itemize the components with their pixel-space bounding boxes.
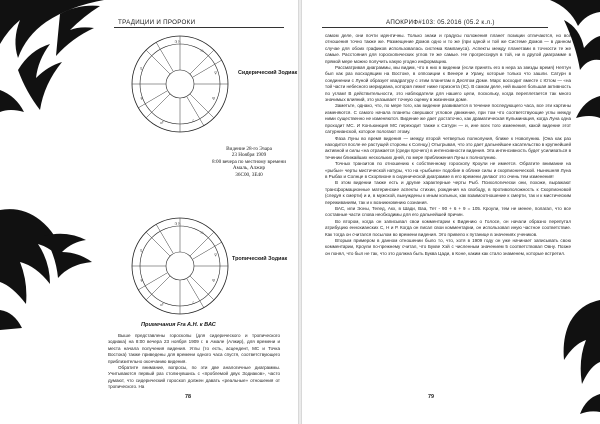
paragraph: Обратите внимание, вопросы, по эти две аналогичные диаграммы. Учитываются первый раз столкнувшись с «проблемой двух Зодиаков», часто думают, что сидерический гороскоп должен давать «реальные» отношения от тропического. На <box>108 365 280 390</box>
paragraph: Во втором, когда он записывал свои комментарии к Видению о Голосе, он начали образно перепутал атрибуцию еннохианских С, Н и Р. Когда он писал свои комментарии, он использовал иную частное соответствие. Как тогда он считался посылом во времени видения. Это привело к путанице в значениях учеников. <box>325 218 571 237</box>
svg-text:♃♄: ♃♄ <box>174 39 182 44</box>
svg-text:♀: ♀ <box>214 252 217 257</box>
svg-text:☉: ☉ <box>200 230 204 235</box>
left-body-text <box>108 333 280 391</box>
svg-text:☉: ☉ <box>200 48 204 53</box>
svg-text:♆: ♆ <box>140 278 144 283</box>
svg-text:♃♄: ♃♄ <box>174 221 182 226</box>
tropical-chart-title: Тропический Зодиак <box>232 256 288 262</box>
paragraph: самом деле, они почти идентичны. Только знаки и градусы положения планет позиции отличаются, но все отношения точно также же. Размещение Домов одно и то же (при одной и той же Системе Домов — в данном случае для обоих графиков использовалась система Кампануса). Аспекты между планетами в точности те же самые. Расстояния для гороскопических углов те же самые. Не прогрессируя в той, ни в другой диаграмме в прямой мере можно получить какую угодно информацию. <box>325 33 571 64</box>
page-number-left: 78 <box>185 394 191 400</box>
tropical-chart <box>130 216 230 316</box>
sidereal-chart-title: Сидерический Зодиак <box>238 70 298 76</box>
svg-text:☿: ☿ <box>140 66 143 71</box>
chart-note-line: Амаль, Алжир <box>232 165 266 172</box>
paragraph: Выше представлены гороскопы (для сидерического и тропического зодиака) на 8:00 вечера 23 ноября 1909 г. в Амале (Алжир), для времени и места начала получения видения. Углы (то есть, асцендент, МС и Точка Востока) также приведены для времени одного часа спустя, соответствующего приблизительно окончанию видения. <box>108 333 280 364</box>
svg-text:♀: ♀ <box>214 70 217 75</box>
running-header-right: АПОКРИФ#103: 05.2016 (05.2 к.л.) <box>386 19 495 26</box>
svg-text:♂: ♂ <box>160 302 164 307</box>
tribal-ornament-left-icon <box>0 0 112 330</box>
chart-note-line: 8:00 вечера по местному времени <box>211 158 287 165</box>
right-page <box>300 0 600 424</box>
sidereal-chart <box>130 34 230 134</box>
paragraph: В этом видении также есть и другие характерные черты Рыб. Психологически они, похоже, выражают трансформационные материнские аспекты стихии, рождения на свободу, в противоположность к Скорпионовой (следуя к смерти) и и, в мужской, вынуждены к иным кольных, как взаимоотношение к смерти, так и к мистическим переживаниям, так и к возникновению сознания. <box>325 180 571 205</box>
paragraph: Точных транзитов по отношению к собственному гороскопу Кроули не имеется. Обратите внимание на «рыбьи» черты мистической натуры, что на «рыбьем» подобие в облике силы и скорпионической. Нынешняя Луна в Рыбах и Солнце в Скорпионе в сиденической диаграмме в его времени делают это очень тем изменения! <box>325 161 571 179</box>
book-gutter <box>298 0 302 424</box>
paragraph: Фаза Луны во время видения — между второй четвертью полнолуния, ближе к Новолунию. (Она как раз находится после ее растущей стороны к Солнцу.) Отыгрывая, что это дает дальнейшее касательство в крупнейшей активной и силы «на отражается (среди прочего) в интенсивности видения. Эта интенсивность будет усиливаться в течении ближайших нескольких дней, по мере приближения Луны к полнолунию. <box>325 135 571 160</box>
running-header-left: ТРАДИЦИИ И ПРОРОКИ <box>118 19 196 26</box>
chart-note-line: 36С00, 3E40 <box>235 171 263 178</box>
chart-note <box>206 146 292 178</box>
page-number-right: 79 <box>428 394 434 400</box>
chart-note-line: 23 Ноября 1909 <box>231 152 267 159</box>
paragraph: Рассматривая диаграммы, мы видим, что в них в видении (если принять его в нера за звезды время) Нептун был как раз восходящим на Востоке, в оппозиции к Венере и Урану, которые только что зашли. Сатурн в соединении с Луной образует квадратуру с этим планетам в Десятом Доме. Марс восходит вместе с Ютом — «на той части небесного меридиана, которая лежит ниже горизонта (IC). В самом деле, ней вышел большая активность по углам! В действительности, это наблюдатели для нашего цели, поскольку, когда переплетается так много значимых влияний, это указывает точную оценку в жизненом доме. <box>325 65 571 103</box>
right-body-text <box>325 33 571 257</box>
svg-text:☿: ☿ <box>140 248 143 253</box>
svg-text:☾: ☾ <box>192 118 196 123</box>
svg-text:♂: ♂ <box>160 120 164 125</box>
svg-text:♅: ♅ <box>212 96 216 101</box>
svg-text:♆: ♆ <box>140 96 144 101</box>
header-rule-right <box>322 27 548 28</box>
svg-text:☾: ☾ <box>192 300 196 305</box>
paragraph: ВАС, или Эоны, Телед, Акх, в Шади, Ваа, Тет - 90 + 6 + 9 = 105. Кроули, тем не менее, полагал, что все составные части слова необходимы для его дальнейшей причин. <box>325 205 571 218</box>
chart-note-line: Видение 28-го Эзара <box>226 146 272 152</box>
svg-text:♅: ♅ <box>212 278 216 283</box>
header-rule-left <box>114 27 284 28</box>
figure-caption: Примечания Fra A.H. к ВАС <box>141 322 216 328</box>
paragraph: Вторым примером в данном отношении было то, что, хотя в 1909 году он уже начинает записывать свою комментарии, Кроули по-прежнему считал, что Букве Хэй с численным значением 5 соответствовал Овну. Позже он понял, что был не так, что это должна быть Буква Цади, в Коне, каким как стало знаменем, которые встретил. <box>325 238 571 256</box>
paragraph: Заметьте, однако, что, по мере того, как видение развивается в течение последующего часа, все эти картины изменяются. С самого начала планеты свершают угловое движение, при том что соответствующие углы между ними существенно не изменяются. Видение же дает достаточно, как драматическая Кульминация, когда Луна однa проходит МС. И Конъюнкция МС переходит также к Сатурн — и, ине всех того изменения, какой видение этот сатурнианской, которое пологают этому. <box>325 103 571 135</box>
